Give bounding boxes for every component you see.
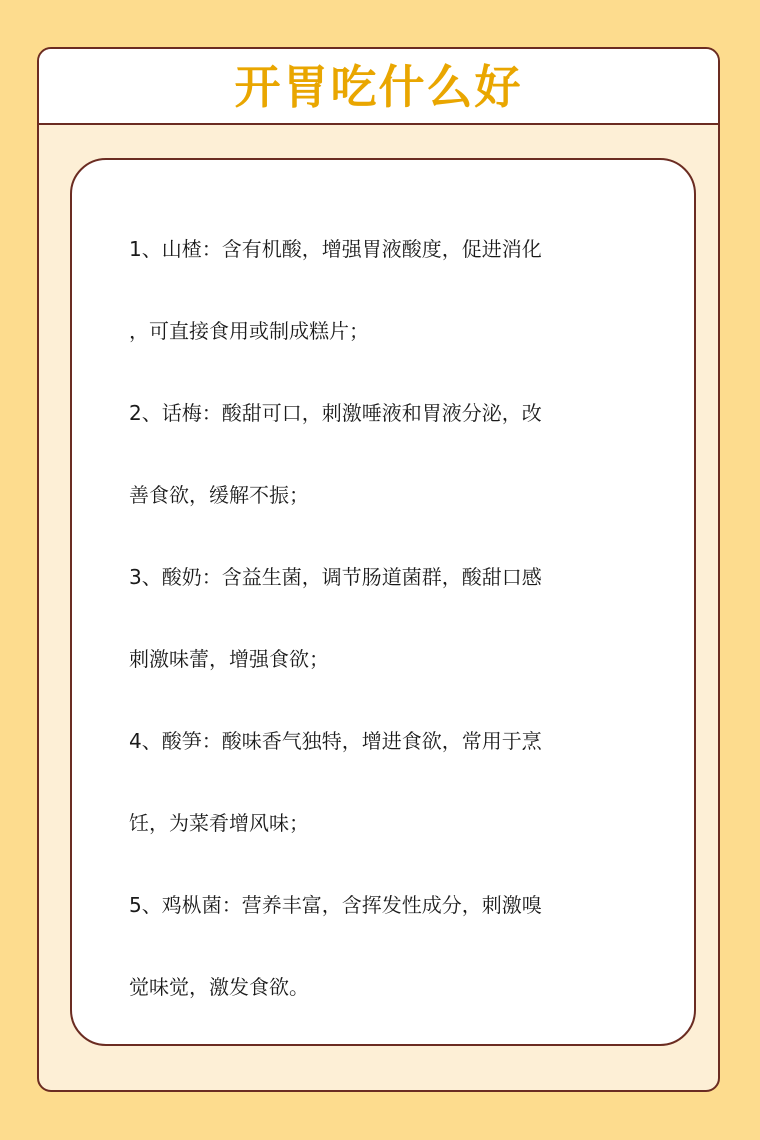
list-item-line: 4、酸笋：酸味香气独特，增进食欲，常用于烹	[129, 729, 542, 753]
header-bar	[39, 49, 718, 125]
list-item-line: 3、酸奶：含益生菌，调节肠道菌群，酸甜口感	[129, 565, 542, 589]
tips-list	[129, 208, 639, 1028]
list-item-line: 刺激味蕾，增强食欲；	[129, 647, 329, 671]
list-item-line: 2、话梅：酸甜可口，刺激唾液和胃液分泌，改	[129, 401, 542, 425]
list-item-line: ，可直接食用或制成糕片；	[129, 319, 369, 343]
list-item-line: 饪，为菜肴增风味；	[129, 811, 309, 835]
page-title: 开胃吃什么好	[234, 60, 523, 114]
list-item-line: 1、山楂：含有机酸，增强胃液酸度，促进消化	[129, 237, 542, 261]
content-panel	[70, 158, 696, 1046]
card	[37, 47, 720, 1092]
list-item-line: 善食欲，缓解不振；	[129, 483, 309, 507]
list-item-line: 觉味觉，激发食欲。	[129, 975, 309, 999]
list-item-line: 5、鸡枞菌：营养丰富，含挥发性成分，刺激嗅	[129, 893, 542, 917]
